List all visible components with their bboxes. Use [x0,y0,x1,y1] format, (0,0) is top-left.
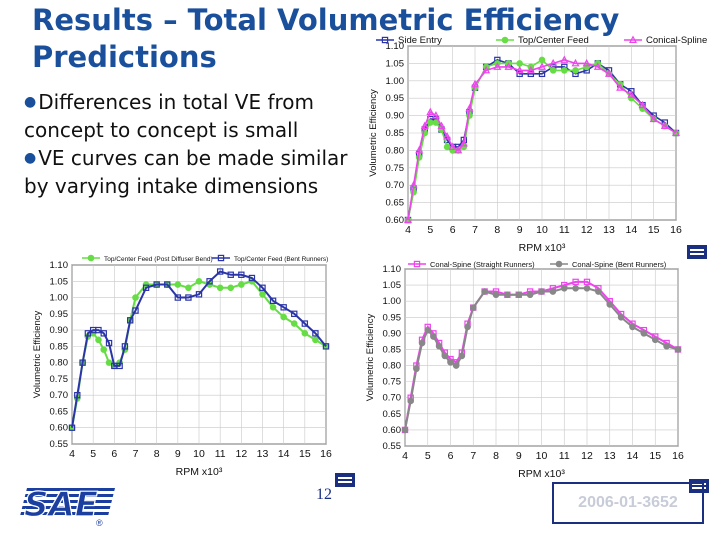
y-tick-label: 0.65 [382,408,401,420]
x-tick-label: 9 [515,450,522,462]
svg-text:®: ® [96,518,103,528]
data-point [573,286,579,292]
data-point [281,314,287,320]
data-point [402,427,408,433]
data-point [101,347,107,353]
y-tick-label: 1.00 [385,75,404,87]
x-tick-label: 13 [603,450,616,462]
y-tick-label: 1.00 [49,292,68,304]
legend-label: Conical-Spline [646,35,708,46]
data-point [527,292,533,298]
data-point [186,285,192,291]
x-tick-label: 12 [235,448,248,460]
y-tick-label: 0.80 [49,357,68,369]
x-tick-label: 5 [90,448,97,460]
data-point [630,324,636,330]
x-tick-label: 15 [647,224,660,236]
x-tick-label: 11 [558,224,570,236]
data-point [270,305,276,311]
data-point [175,282,181,288]
data-point [573,68,579,74]
legend-marker [88,255,94,261]
data-point [459,353,465,359]
x-tick-label: 6 [449,224,456,236]
data-point [675,347,681,353]
data-point [448,360,454,366]
y-tick-label: 0.70 [49,390,68,402]
data-point [641,331,647,337]
data-point [482,289,488,295]
x-tick-label: 4 [405,224,411,236]
x-tick-label: 8 [493,450,499,462]
data-point [550,68,556,74]
x-tick-label: 13 [256,448,269,460]
x-tick-label: 7 [132,448,139,460]
x-tick-label: 6 [111,448,118,460]
data-point [133,295,139,301]
paper-id: 2006-01-3652 [552,482,704,524]
y-tick-label: 0.55 [382,441,401,452]
legend-label: Conal-Spine (Straight Runners) [430,260,535,269]
legend-marker [556,261,562,267]
y-tick-label: 0.65 [49,406,68,418]
x-tick-label: 6 [447,450,454,462]
y-tick-label: 0.95 [382,312,401,324]
y-tick-label: 0.70 [382,392,401,404]
sae-logo-text: SAE [24,485,99,525]
y-tick-label: 0.65 [385,197,404,209]
x-tick-label: 8 [153,448,160,460]
x-tick-label: 14 [625,224,638,236]
x-tick-label: 12 [580,224,593,236]
x-tick-label: 11 [558,450,570,462]
y-tick-label: 0.60 [49,422,68,434]
y-tick-label: 0.80 [385,145,404,157]
y-axis-label: Volumetric Efficiency [365,313,376,402]
data-point [505,292,511,298]
x-tick-label: 4 [402,450,408,462]
data-point [442,353,448,359]
bullet-text: VE curves can be made similar by varying intake dimensions [24,146,348,198]
y-tick-label: 0.90 [385,110,404,122]
x-tick-label: 11 [214,448,226,460]
data-point [419,340,425,346]
x-tick-label: 5 [424,450,431,462]
y-tick-label: 1.10 [385,41,404,52]
sae-logo [18,484,118,528]
x-tick-label: 15 [649,450,662,462]
legend-label: Side Entry [398,35,442,46]
data-point [196,278,202,284]
data-point [561,286,567,292]
data-point [517,61,523,67]
data-point [664,343,670,349]
y-tick-label: 0.85 [382,344,401,356]
data-point [465,324,471,330]
data-point [516,292,522,298]
data-point [228,285,234,291]
data-point [618,314,624,320]
x-tick-label: 15 [298,448,311,460]
sponsor-logo-icon [686,244,708,260]
y-tick-label: 0.85 [49,341,68,353]
chart-bottom-right [358,258,690,480]
x-tick-label: 5 [427,224,434,236]
slide-title: Results – Total Volumetric Efficiency Predictions [32,3,620,74]
x-tick-label: 4 [69,448,75,460]
y-tick-label: 0.85 [385,128,404,139]
data-point [291,321,297,327]
data-point [425,327,431,333]
x-tick-label: 10 [535,450,548,462]
y-tick-label: 1.05 [382,280,401,292]
y-axis-label: Volumetric Efficiency [368,89,379,177]
x-axis-label: RPM x10³ [175,466,223,478]
x-axis-label: RPM x10³ [518,242,566,254]
x-tick-label: 13 [603,224,615,236]
data-point [470,305,476,311]
page-number: 12 [316,486,332,503]
data-point [444,144,450,150]
data-point [453,363,459,369]
legend-label: Top/Center Feed (Post Diffuser Bend) [104,256,213,263]
legend-label: Conal-Spine (Bent Runners) [572,260,667,269]
x-tick-label: 9 [174,448,181,460]
x-tick-label: 9 [516,224,523,236]
y-tick-label: 0.75 [49,373,68,385]
data-point [431,334,437,340]
y-tick-label: 1.00 [382,296,401,308]
data-point [550,289,556,295]
data-point [428,120,434,126]
legend-marker [502,37,508,43]
data-point [493,292,499,298]
y-tick-label: 0.90 [382,328,401,340]
x-tick-label: 12 [581,450,593,462]
bullet-item [24,144,354,200]
data-point [408,398,414,404]
data-point [584,286,590,292]
y-tick-label: 1.10 [49,260,68,271]
data-point [436,343,442,349]
x-tick-label: 16 [670,224,682,236]
x-tick-label: 7 [472,224,478,236]
data-point [313,337,319,343]
data-point [607,302,613,308]
y-tick-label: 0.75 [385,162,404,174]
data-point [239,282,245,288]
legend-label: Top/Center Feed (Bent Runners) [234,256,329,263]
x-axis-label: RPM x10³ [518,468,565,480]
data-point [414,366,420,372]
chart-bottom-left [28,252,340,480]
y-tick-label: 0.75 [382,376,401,388]
y-axis-label: Volumetric Efficiency [32,310,43,399]
data-point [217,285,223,291]
y-tick-label: 0.95 [385,93,404,105]
x-tick-label: 16 [672,450,684,462]
x-tick-label: 14 [626,450,639,462]
data-point [539,57,545,63]
bullet-dot-icon: ● [24,94,37,110]
sponsor-logo-icon [334,472,356,488]
y-tick-label: 1.05 [49,276,68,288]
data-point [96,337,102,343]
x-tick-label: 7 [470,450,477,462]
x-tick-label: 8 [494,224,501,236]
legend-label: Top/Center Feed [518,35,589,46]
data-point [562,68,568,74]
y-tick-label: 1.05 [385,58,404,70]
chart-top-right [362,35,708,254]
x-tick-label: 16 [320,448,332,460]
x-tick-label: 10 [536,224,548,236]
y-tick-label: 0.70 [385,180,404,192]
y-tick-label: 0.55 [49,439,68,450]
x-tick-label: 14 [277,448,290,460]
y-tick-label: 0.60 [382,424,401,436]
data-point [539,289,545,295]
data-point [652,337,658,343]
data-point [596,289,602,295]
y-tick-label: 0.90 [49,325,68,337]
data-point [260,291,266,297]
bullet-text: Differences in total VE from concept to concept is small [24,90,314,142]
data-point [302,331,308,337]
y-tick-label: 1.10 [382,264,401,275]
bullet-item [24,88,354,144]
x-tick-label: 10 [193,448,205,460]
data-point [106,360,112,366]
y-tick-label: 0.95 [49,308,68,320]
y-tick-label: 0.80 [382,360,401,372]
y-tick-label: 0.60 [385,215,404,226]
bullet-dot-icon: ● [24,150,37,166]
bullet-list [24,88,354,200]
